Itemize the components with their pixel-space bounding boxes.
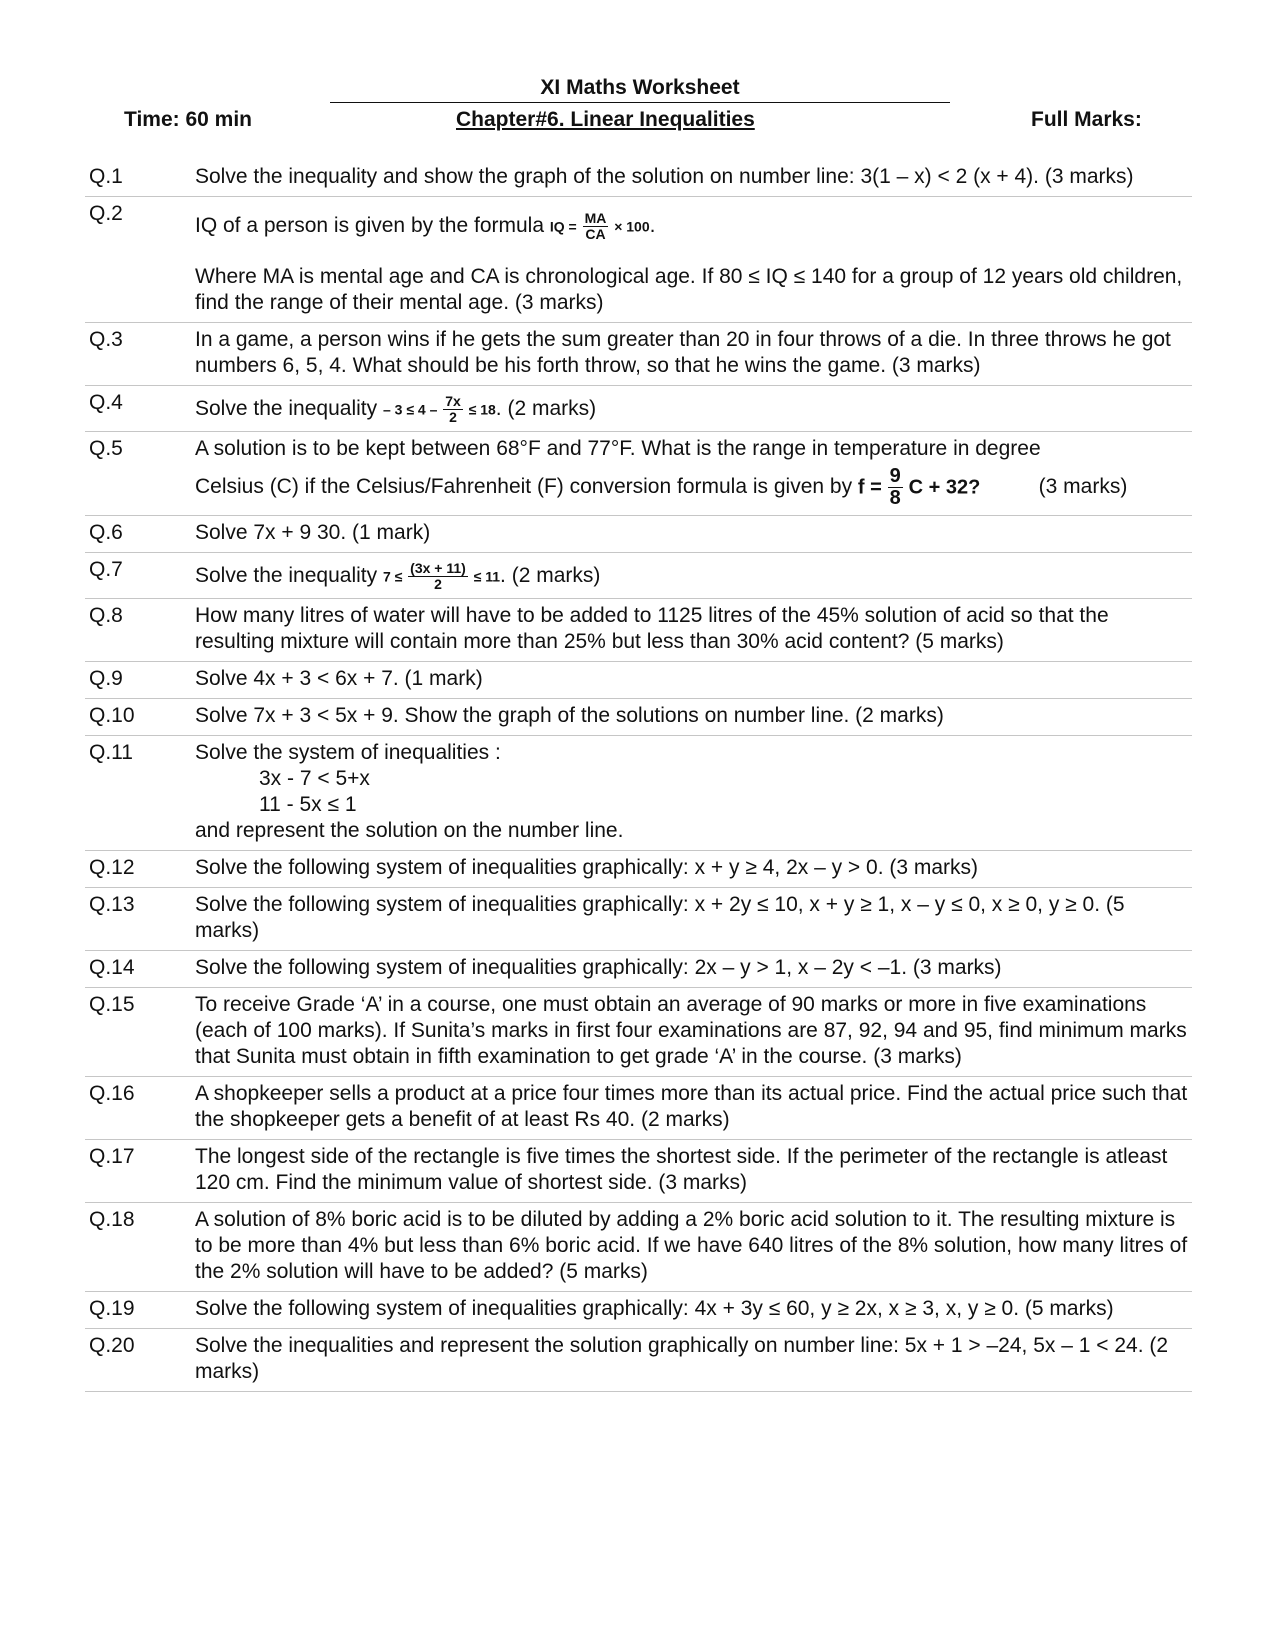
time-label: Time: 60 min	[124, 108, 252, 131]
fraction-denominator: 8	[889, 487, 901, 509]
inequality-line: 3x - 7 < 5+x	[259, 767, 370, 790]
question-number: Q.6	[89, 521, 123, 544]
question-body	[195, 555, 1192, 592]
question-14	[85, 951, 1192, 988]
question-text: IQ of a person is given by the formula	[195, 214, 550, 238]
worksheet-title: XI Maths Worksheet	[540, 76, 740, 99]
question-text: Solve the inequality	[195, 397, 383, 421]
question-18	[85, 1203, 1192, 1292]
question-text: Solve the following system of inequalities graphically: 4x + 3y ≤ 60, y ≥ 2x, x ≥ 3, x, y ≥ 0. (5 marks)	[195, 1297, 1114, 1320]
question-number: Q.7	[89, 558, 123, 581]
question-text: Solve the following system of inequalities graphically: 2x – y > 1, x – 2y < –1. (3 marks)	[195, 956, 1002, 979]
question-text: A shopkeeper sells a product at a price four times more than its actual price. Find the actual price such that the shopkeeper gets a benefit of at least Rs 40. (2 marks)	[195, 1082, 1188, 1131]
question-number: Q.12	[89, 856, 135, 879]
question-number: Q.18	[89, 1208, 135, 1231]
formula-lhs: 7 ≤	[382, 568, 403, 585]
question-body	[195, 388, 1192, 425]
fraction-numerator: MA	[584, 210, 607, 226]
fraction-denominator: 2	[449, 409, 457, 425]
fraction-denominator: 2	[434, 576, 442, 592]
question-text: Solve 4x + 3 < 6x + 7. (1 mark)	[195, 667, 483, 690]
question-17	[85, 1140, 1192, 1203]
question-10	[85, 699, 1192, 736]
formula-fraction	[443, 394, 463, 425]
fraction-numerator: 7x	[445, 393, 461, 409]
question-text: Solve the following system of inequalities graphically: x + y ≥ 4, 2x – y > 0. (3 marks)	[195, 856, 979, 879]
question-15	[85, 988, 1192, 1077]
question-2	[85, 197, 1192, 323]
question-number: Q.11	[89, 741, 133, 764]
question-text: How many litres of water will have to be added to 1125 litres of the 45% solution of acid so that the resulting mixture will contain more than 25% but less than 30% acid content? (5 marks)	[195, 604, 1109, 653]
question-number: Q.19	[89, 1297, 135, 1320]
question-11	[85, 736, 1192, 851]
question-text-post: (3 marks)	[980, 475, 1128, 499]
formula-rhs: C + 32?	[908, 476, 981, 499]
formula-fraction	[888, 466, 903, 509]
question-text: To receive Grade ‘A’ in a course, one must obtain an average of 90 marks or more in five examinations (each of 100 marks). If Sunita’s marks in first four examinations are 87, 92, 94 and 95, find minimum marks that Sunita must obtain in fifth examination to get grade ‘A’ in the course. (3 marks)	[195, 993, 1187, 1068]
question-8	[85, 599, 1192, 662]
spacer	[195, 242, 1192, 264]
question-6	[85, 516, 1192, 553]
question-number: Q.10	[89, 704, 135, 727]
question-4	[85, 386, 1192, 432]
question-number: Q.5	[89, 437, 123, 460]
question-5	[85, 432, 1192, 516]
question-text: Solve the system of inequalities :	[195, 741, 501, 764]
question-text-post: . (2 marks)	[495, 397, 597, 421]
question-number: Q.2	[89, 202, 123, 225]
question-text: A solution of 8% boric acid is to be diluted by adding a 2% boric acid solution to it. The resulting mixture is to be more than 4% but less than 6% boric acid. If we have 640 litres of the 8% solution, how many litres of the 2% solution will have to be added? (5 marks)	[195, 1208, 1188, 1283]
formula-rhs: ≤ 11	[473, 568, 501, 585]
question-number: Q.17	[89, 1145, 135, 1168]
fraction-denominator: CA	[585, 226, 606, 242]
question-text: Solve the following system of inequalities graphically: x + 2y ≤ 10, x + y ≥ 1, x – y ≤ 0, x ≥ 0, y ≥ 0. (5 marks)	[195, 893, 1125, 942]
question-number: Q.14	[89, 956, 135, 979]
formula-lhs: – 3 ≤ 4 –	[382, 401, 438, 418]
question-number: Q.4	[89, 391, 123, 414]
question-13	[85, 888, 1192, 951]
question-text: Solve 7x + 3 < 5x + 9. Show the graph of the solutions on number line. (2 marks)	[195, 704, 944, 727]
question-text: Solve the inequality and show the graph of the solution on number line: 3(1 – x) < 2 (x + 4). (3 marks)	[195, 165, 1134, 188]
question-text-continued: and represent the solution on the number line.	[195, 819, 624, 842]
formula-lhs: f =	[857, 476, 882, 499]
question-number: Q.20	[89, 1334, 135, 1357]
formula-rhs: × 100	[614, 218, 650, 235]
fraction-numerator: 9	[889, 465, 901, 487]
full-marks-label: Full Marks:	[1031, 108, 1142, 131]
question-text: A solution is to be kept between 68°F and 77°F. What is the range in temperature in degree	[195, 437, 1041, 460]
question-12	[85, 851, 1192, 888]
question-body	[195, 434, 1192, 509]
question-1	[85, 160, 1192, 197]
question-text: Solve 7x + 9 30. (1 mark)	[195, 521, 431, 544]
question-text-post: .	[649, 214, 656, 238]
question-number: Q.8	[89, 604, 123, 627]
question-number: Q.9	[89, 667, 123, 690]
question-number: Q.1	[89, 165, 123, 188]
question-body	[195, 738, 1192, 844]
question-19	[85, 1292, 1192, 1329]
question-number: Q.13	[89, 893, 135, 916]
chapter-title: Chapter#6. Linear Inequalities	[456, 108, 755, 131]
formula-lhs: IQ =	[549, 218, 577, 235]
fraction-numerator: (3x + 11)	[410, 560, 466, 576]
question-9	[85, 662, 1192, 699]
question-body	[195, 199, 1192, 316]
question-text: Solve the inequalities and represent the solution graphically on number line: 5x + 1 > –24, 5x – 1 < 24. (2 marks)	[195, 1334, 1169, 1383]
question-text: The longest side of the rectangle is five times the shortest side. If the perimeter of the rectangle is atleast 120 cm. Find the minimum value of shortest side. (3 marks)	[195, 1145, 1168, 1194]
question-text: Solve the inequality	[195, 564, 383, 588]
question-20	[85, 1329, 1192, 1392]
question-text-continued: Celsius (C) if the Celsius/Fahrenheit (F) conversion formula is given by	[195, 475, 858, 499]
question-16	[85, 1077, 1192, 1140]
question-number: Q.15	[89, 993, 135, 1016]
question-text: In a game, a person wins if he gets the sum greater than 20 in four throws of a die. In three throws he got numbers 6, 5, 4. What should be his forth throw, so that he wins the game. (3 marks)	[195, 328, 1171, 377]
question-3	[85, 323, 1192, 386]
formula-fraction	[408, 561, 468, 592]
inequality-line: 11 - 5x ≤ 1	[259, 793, 357, 816]
formula-rhs: ≤ 18	[468, 401, 496, 418]
question-number: Q.3	[89, 328, 123, 351]
question-number: Q.16	[89, 1082, 135, 1105]
formula-fraction	[583, 211, 609, 242]
question-7	[85, 553, 1192, 599]
question-list	[85, 160, 1192, 1392]
title-rule	[330, 102, 950, 103]
question-text-post: . (2 marks)	[500, 564, 601, 588]
question-text-continued: Where MA is mental age and CA is chronological age. If 80 ≤ IQ ≤ 140 for a group of 12 years old children, find the range of their mental age. (3 marks)	[195, 265, 1183, 314]
